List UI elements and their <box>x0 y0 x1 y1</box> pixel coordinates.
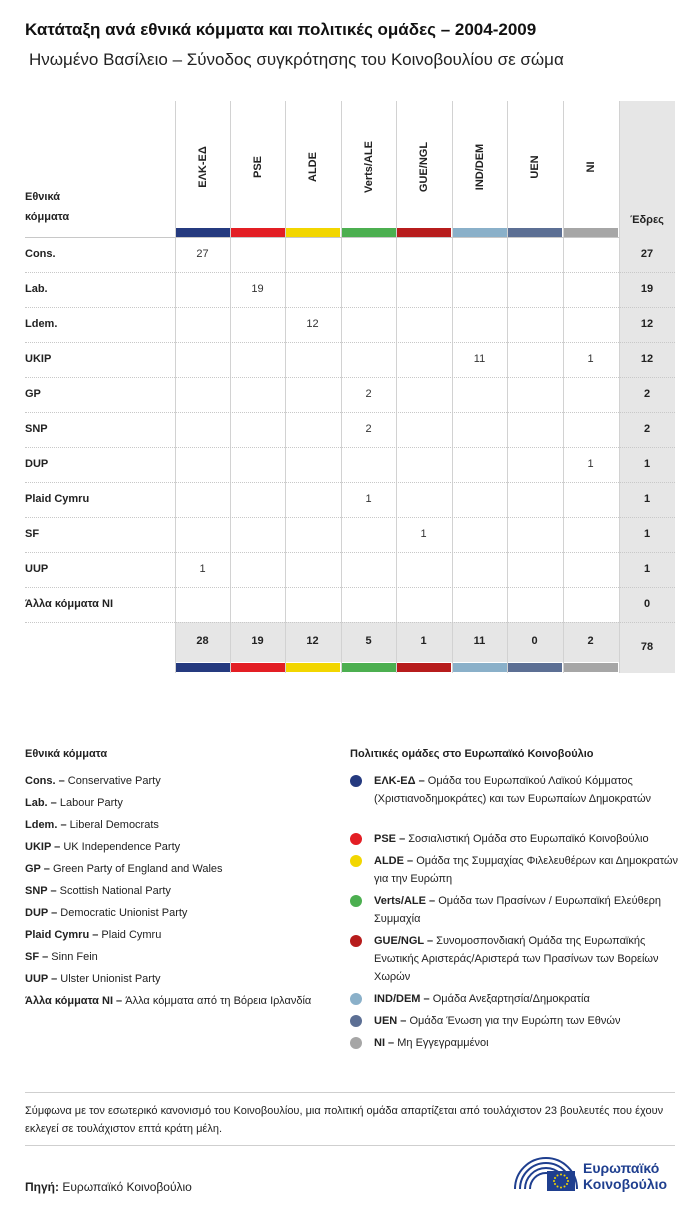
grand-total-seats: 78 <box>640 641 654 653</box>
national-party-label: Cons. <box>25 248 56 260</box>
national-legend-item: Cons. – Conservative Party <box>25 775 161 787</box>
european-parliament-logo <box>513 1155 678 1195</box>
national-party-label: Άλλα κόμματα NI <box>25 598 113 610</box>
group-color-bar <box>342 228 396 237</box>
group-color-dot-icon <box>350 855 362 867</box>
row-divider <box>25 517 675 518</box>
row-total-seats: 27 <box>640 248 654 260</box>
group-color-bar <box>397 228 451 237</box>
row-total-seats: 1 <box>643 528 651 540</box>
group-legend-item: GUE/NGL – Συνομοσπονδιακή Ομάδα της Ευρωπαϊκής Ενωτικής Αριστεράς/Αριστερά των Πρασίνων των Βορείων Χωρών <box>350 932 680 986</box>
row-divider <box>25 377 675 378</box>
page-title: Κατάταξη ανά εθνικά κόμματα και πολιτικές ομάδες – 2004-2009 <box>25 20 537 39</box>
divider <box>25 1092 675 1093</box>
national-party-label: Plaid Cymru <box>25 493 90 505</box>
row-total-seats: 1 <box>643 493 651 505</box>
group-color-bar <box>453 663 507 672</box>
seat-count-cell: 1 <box>365 493 372 505</box>
seat-count-cell: 12 <box>306 318 319 330</box>
group-total-cell: 0 <box>531 635 538 647</box>
group-color-bar <box>453 228 507 237</box>
seat-count-cell: 1 <box>587 353 594 365</box>
group-total-cell: 11 <box>473 635 486 647</box>
national-legend-item: GP – Green Party of England and Wales <box>25 863 223 875</box>
national-legend-item: DUP – Democratic Unionist Party <box>25 907 188 919</box>
seat-count-cell: 19 <box>251 283 264 295</box>
seat-count-cell: 1 <box>199 563 206 575</box>
row-divider <box>25 622 675 623</box>
row-divider <box>25 412 675 413</box>
group-column-header: PSE <box>251 155 264 179</box>
group-color-dot-icon <box>350 993 362 1005</box>
group-color-bar <box>286 228 340 237</box>
group-legend-item: IND/DEM – Ομάδα Ανεξαρτησία/Δημοκρατία <box>350 990 680 1008</box>
group-column-header: ΕΛΚ-ΕΔ <box>196 146 209 188</box>
group-color-bar <box>508 228 562 237</box>
group-total-cell: 28 <box>196 635 209 647</box>
group-color-dot-icon <box>350 895 362 907</box>
group-color-bar <box>564 228 618 237</box>
seat-count-cell: 11 <box>473 353 486 365</box>
seat-count-cell: 27 <box>196 248 209 260</box>
group-column-header: Verts/ALE <box>362 141 375 193</box>
group-total-cell: 1 <box>420 635 427 647</box>
group-column-header: IND/DEM <box>473 143 486 191</box>
group-color-bar <box>342 663 396 672</box>
source-value: Ευρωπαϊκό Κοινοβούλιο <box>62 1180 192 1194</box>
row-total-seats: 2 <box>643 423 651 435</box>
group-legend-item: ΕΛΚ-ΕΔ – Ομάδα του Ευρωπαϊκού Λαϊκού Κόμματος (Χριστιανοδημοκράτες) και των Ευρωπαίων Δημοκρατών <box>350 772 680 808</box>
groups-legend-heading: Πολιτικές ομάδες στο Ευρωπαϊκό Κοινοβούλιο <box>350 748 594 760</box>
group-color-dot-icon <box>350 1037 362 1049</box>
national-party-label: UKIP <box>25 353 52 365</box>
group-color-bar <box>176 663 230 672</box>
seat-count-cell: 2 <box>365 388 372 400</box>
group-color-bar <box>176 228 230 237</box>
row-total-seats: 12 <box>640 353 654 365</box>
row-divider <box>25 272 675 273</box>
national-legend-item: UUP – Ulster Unionist Party <box>25 973 161 985</box>
national-party-label: GP <box>25 388 41 400</box>
group-color-dot-icon <box>350 1015 362 1027</box>
national-party-label: Ldem. <box>25 318 58 330</box>
row-total-seats: 1 <box>643 458 651 470</box>
group-column-header: UEN <box>528 155 541 179</box>
group-column-header: NI <box>584 161 597 173</box>
parliament-hemicycle-icon <box>513 1155 579 1195</box>
group-color-dot-icon <box>350 935 362 947</box>
footnote: Σύμφωνα με τον εσωτερικό κανονισμό του Κοινοβουλίου, μια πολιτική ομάδα απαρτίζεται από τουλάχιστον 23 βουλευτές που έχουν εκλεγεί σε τουλάχιστον επτά κράτη μέλη. <box>25 1105 664 1135</box>
national-legend-item: Άλλα κόμματα NI – Άλλα κόμματα από τη Βόρεια Ιρλανδία <box>25 995 312 1007</box>
group-total-cell: 12 <box>306 635 319 647</box>
national-legend-item: Ldem. – Liberal Democrats <box>25 819 159 831</box>
national-legend-item: Lab. – Labour Party <box>25 797 123 809</box>
group-legend-item: ALDE – Ομάδα της Συμμαχίας Φιλελευθέρων και Δημοκρατών για την Ευρώπη <box>350 852 680 888</box>
group-total-cell: 2 <box>587 635 594 647</box>
national-legend-item: Plaid Cymru – Plaid Cymru <box>25 929 162 941</box>
national-party-label: SNP <box>25 423 48 435</box>
group-column-header: ALDE <box>306 152 319 182</box>
logo-text: Ευρωπαϊκό Κοινοβούλιο <box>583 1160 668 1192</box>
row-total-seats: 1 <box>643 563 651 575</box>
row-divider <box>25 552 675 553</box>
group-legend-item: Verts/ALE – Ομάδα των Πρασίνων / Ευρωπαϊκή Ελεύθερη Συμμαχία <box>350 892 680 928</box>
group-color-bar <box>564 663 618 672</box>
page-subtitle: Ηνωμένο Βασίλειο – Σύνοδος συγκρότησης του Κοινοβουλίου σε σώμα <box>29 50 564 69</box>
national-party-label: SF <box>25 528 40 540</box>
group-color-bar <box>231 663 285 672</box>
group-color-bar <box>397 663 451 672</box>
row-total-seats: 0 <box>643 598 651 610</box>
group-total-cell: 5 <box>365 635 372 647</box>
row-total-seats: 19 <box>640 283 654 295</box>
row-divider <box>25 482 675 483</box>
group-color-dot-icon <box>350 833 362 845</box>
row-divider <box>25 587 675 588</box>
national-party-label: Lab. <box>25 283 48 295</box>
seats-header: Έδρες <box>630 214 664 226</box>
group-legend-item: UEN – Ομάδα Ένωση για την Ευρώπη των Εθνών <box>350 1012 680 1030</box>
group-total-cell: 19 <box>251 635 264 647</box>
row-total-seats: 12 <box>640 318 654 330</box>
group-color-bar <box>508 663 562 672</box>
group-legend-item: PSE – Σοσιαλιστική Ομάδα στο Ευρωπαϊκό Κοινοβούλιο <box>350 830 680 848</box>
national-legend-item: SF – Sinn Fein <box>25 951 98 963</box>
national-parties-header: Εθνικά κόμματα <box>25 191 70 223</box>
group-column-header: GUE/NGL <box>417 141 430 193</box>
group-color-bar <box>286 663 340 672</box>
row-total-seats: 2 <box>643 388 651 400</box>
source-line <box>25 1180 192 1194</box>
seat-count-cell: 2 <box>365 423 372 435</box>
divider <box>25 1145 675 1146</box>
group-legend-item: NI – Μη Εγγεγραμμένοι <box>350 1034 680 1052</box>
group-color-dot-icon <box>350 775 362 787</box>
row-divider <box>25 447 675 448</box>
source-label: Πηγή: <box>25 1180 59 1194</box>
seat-count-cell: 1 <box>587 458 594 470</box>
national-party-label: DUP <box>25 458 49 470</box>
seat-count-cell: 1 <box>420 528 427 540</box>
row-divider <box>25 307 675 308</box>
national-party-label: UUP <box>25 563 49 575</box>
row-divider <box>25 342 675 343</box>
national-legend-item: UKIP – UK Independence Party <box>25 841 181 853</box>
national-legend-heading: Εθνικά κόμματα <box>25 748 108 760</box>
national-legend-item: SNP – Scottish National Party <box>25 885 171 897</box>
header-divider <box>25 237 619 238</box>
group-color-bar <box>231 228 285 237</box>
